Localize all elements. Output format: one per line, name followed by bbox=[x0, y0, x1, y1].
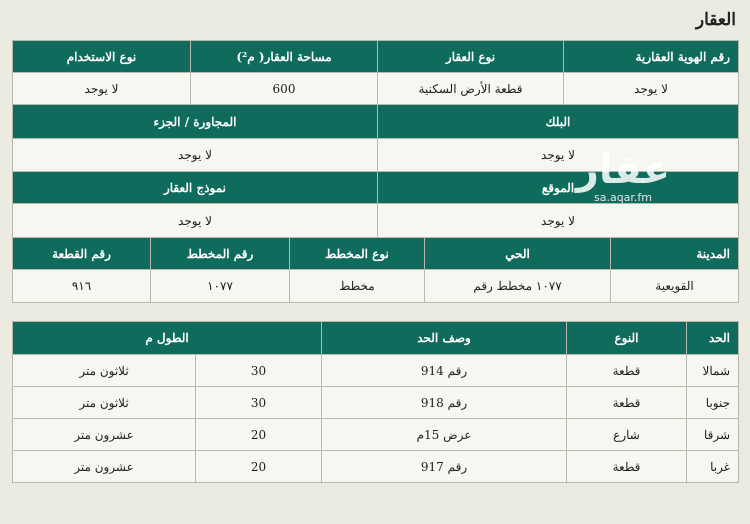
header-location: الموقع bbox=[378, 172, 739, 204]
header-property-id: رقم الهوية العقارية bbox=[564, 41, 739, 73]
border-side: غربا bbox=[687, 451, 739, 483]
header-property-area: مساحة العقار( م²) bbox=[191, 41, 378, 73]
border-description: رقم 914 bbox=[322, 355, 567, 387]
border-description: رقم 917 bbox=[322, 451, 567, 483]
value-property-model: لا يوجد bbox=[13, 204, 378, 238]
border-length: 20 bbox=[196, 419, 322, 451]
table-row bbox=[13, 451, 739, 483]
border-length: 20 bbox=[196, 451, 322, 483]
border-description: رقم 918 bbox=[322, 387, 567, 419]
border-side: شرقا bbox=[687, 419, 739, 451]
property-info-table bbox=[12, 40, 739, 238]
value-property-type: قطعة الأرض السكنية bbox=[378, 73, 564, 105]
header-border-side: الحد bbox=[687, 322, 739, 355]
header-property-model: نموذج العقار bbox=[13, 172, 378, 204]
header-border-description: وصف الحد bbox=[322, 322, 567, 355]
border-side: شمالا bbox=[687, 355, 739, 387]
header-plan-number: رقم المخطط bbox=[151, 238, 290, 270]
border-type: شارع bbox=[567, 419, 687, 451]
header-city: المدينة bbox=[611, 238, 739, 270]
plan-info-table bbox=[12, 237, 739, 303]
value-block: لا يوجد bbox=[378, 139, 739, 172]
table-row bbox=[13, 419, 739, 451]
watermark-url: sa.aqar.fm bbox=[593, 191, 653, 204]
border-description: عرض 15م bbox=[322, 419, 567, 451]
border-length: 30 bbox=[196, 355, 322, 387]
value-plan-number: ١٠٧٧ bbox=[151, 270, 290, 303]
border-length-words: ثلاثون متر bbox=[13, 387, 196, 419]
header-property-type: نوع العقار bbox=[378, 41, 564, 73]
header-plot-number: رقم القطعة bbox=[13, 238, 151, 270]
value-district: ١٠٧٧ مخطط رقم bbox=[425, 270, 611, 303]
value-neighborhood-part: لا يوجد bbox=[13, 139, 378, 172]
border-length-words: ثلاثون متر bbox=[13, 355, 196, 387]
value-property-id: لا يوجد bbox=[564, 73, 739, 105]
value-plan-type: مخطط bbox=[290, 270, 425, 303]
header-usage-type: نوع الاستخدام bbox=[13, 41, 191, 73]
border-type: قطعة bbox=[567, 451, 687, 483]
border-length-words: عشرون متر bbox=[13, 419, 196, 451]
border-length: 30 bbox=[196, 387, 322, 419]
header-plan-type: نوع المخطط bbox=[290, 238, 425, 270]
header-district: الحي bbox=[425, 238, 611, 270]
borders-table bbox=[12, 321, 739, 483]
header-border-length: الطول م bbox=[13, 322, 322, 355]
value-usage-type: لا يوجد bbox=[13, 73, 191, 105]
value-property-area: 600 bbox=[191, 73, 378, 105]
border-side: جنوبا bbox=[687, 387, 739, 419]
header-border-type: النوع bbox=[567, 322, 687, 355]
aqar-watermark bbox=[568, 148, 678, 204]
header-neighborhood-part: المجاورة / الجزء bbox=[13, 105, 378, 139]
value-plot-number: ٩١٦ bbox=[13, 270, 151, 303]
header-block: البلك bbox=[378, 105, 739, 139]
border-type: قطعة bbox=[567, 387, 687, 419]
table-row bbox=[13, 387, 739, 419]
table-row bbox=[13, 355, 739, 387]
border-type: قطعة bbox=[567, 355, 687, 387]
watermark-logo: عقار bbox=[575, 147, 671, 193]
page-title: العقار bbox=[695, 10, 736, 30]
value-city: القويعية bbox=[611, 270, 739, 303]
value-location: لا يوجد bbox=[378, 204, 739, 238]
border-length-words: عشرون متر bbox=[13, 451, 196, 483]
